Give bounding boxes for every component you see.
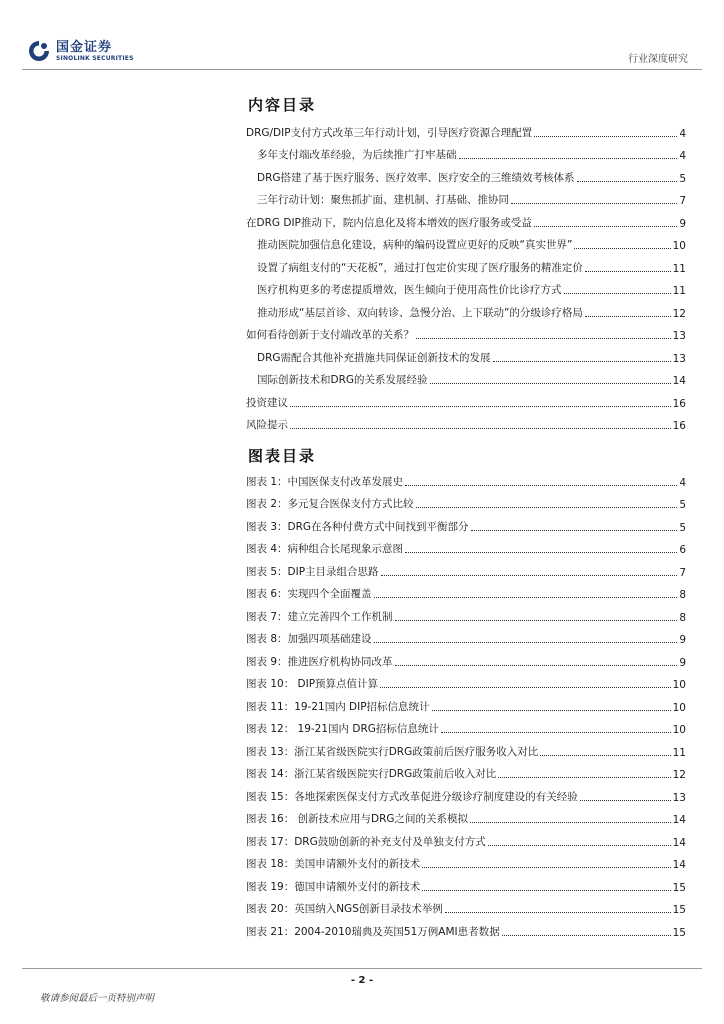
- dot-leader: [502, 935, 671, 936]
- figure-entry[interactable]: [246, 736, 686, 759]
- dot-leader: [470, 822, 671, 823]
- toc-entry-label: 推动形成“基层首诊、双向转诊、急慢分治、上下联动”的分级诊疗格局: [257, 306, 583, 319]
- figure-entry[interactable]: [246, 669, 686, 692]
- toc-entry[interactable]: [246, 342, 686, 365]
- toc-entry[interactable]: [246, 320, 686, 343]
- toc-entry-label: 在DRG DIP推动下，院内信息化及将本增效的医疗服务或受益: [246, 216, 532, 229]
- toc-entry-label: 如何看待创新于支付端改革的关系？: [246, 329, 414, 341]
- figure-entry-label: 图表 7：建立完善四个工作机制: [246, 610, 393, 623]
- figure-entry-page: 6: [679, 544, 686, 556]
- toc-entry-label: 多年支付端改革经验，为后续推广打牢基础: [257, 149, 457, 161]
- figure-entry-label: 图表 21：2004-2010瑞典及英国51万例AMI患者数据: [246, 925, 500, 938]
- toc-entry[interactable]: [246, 230, 686, 253]
- sinolink-logo-icon: [28, 40, 50, 62]
- logo-english-name: SINOLINK SECURITIES: [56, 54, 134, 62]
- dot-leader: [380, 687, 671, 688]
- figure-entry-label: 图表 19：德国申请额外支付的新技术: [246, 880, 421, 893]
- figure-entry[interactable]: [246, 759, 686, 782]
- toc-entry-label: 风险提示: [246, 419, 288, 431]
- report-type-label: 行业深度研究: [628, 54, 688, 65]
- toc-entry-label: 国际创新技术和DRG的关系发展经验: [257, 374, 428, 386]
- toc-entry[interactable]: [246, 207, 686, 230]
- figure-entry[interactable]: [246, 691, 686, 714]
- figure-entry[interactable]: [246, 916, 686, 939]
- figure-entry[interactable]: [246, 781, 686, 804]
- toc-entry[interactable]: [246, 275, 686, 298]
- figure-entry-page: 12: [672, 769, 686, 781]
- dot-leader: [493, 361, 671, 362]
- figure-entry-page: 5: [679, 499, 686, 511]
- figure-entry-label: 图表 1：中国医保支付改革发展史: [246, 475, 404, 488]
- toc-entry[interactable]: [246, 252, 686, 275]
- figure-entry-page: 14: [672, 814, 686, 826]
- figure-entry-page: 15: [672, 926, 686, 939]
- figure-entry-label: 图表 14：浙江某省级医院实行DRG政策前后收入对比: [246, 768, 497, 780]
- dot-leader: [471, 530, 678, 531]
- figure-entry-page: 7: [679, 566, 686, 579]
- figure-entry-page: 5: [679, 521, 686, 534]
- toc-entry-label: DRG搭建了基于医疗服务、医疗效率、医疗安全的三维绩效考核体系: [257, 171, 575, 184]
- figure-entry-label: 图表 18：美国申请额外支付的新技术: [246, 858, 421, 870]
- toc-entry[interactable]: [246, 162, 686, 185]
- figure-entry[interactable]: [246, 714, 686, 737]
- toc-entry[interactable]: [246, 410, 686, 433]
- dot-leader: [432, 710, 671, 711]
- figures-title: 图表目录: [248, 447, 317, 465]
- figure-entry[interactable]: [246, 624, 686, 647]
- toc-entry-label: 设置了病组支付的“天花板”，通过打包定价实现了医疗服务的精准定价: [257, 261, 583, 274]
- dot-leader: [445, 912, 671, 913]
- dot-leader: [374, 642, 678, 643]
- toc-entry-label: DRG/DIP支付方式改革三年行动计划，引导医疗资源合理配置: [246, 126, 533, 139]
- dot-leader: [441, 732, 671, 733]
- figure-entry[interactable]: [246, 804, 686, 827]
- figure-entry-page: 15: [672, 881, 686, 894]
- figure-entry-page: 4: [679, 476, 686, 489]
- figure-entry-page: 9: [679, 634, 686, 646]
- toc-entry-page: 4: [679, 127, 686, 140]
- dot-leader: [488, 845, 671, 846]
- figure-entry-label: 图表 6：实现四个全面覆盖: [246, 588, 372, 600]
- toc-entry[interactable]: [246, 387, 686, 410]
- dot-leader: [498, 777, 670, 778]
- figure-entry[interactable]: [246, 871, 686, 894]
- dot-leader: [511, 203, 677, 204]
- company-logo: [28, 40, 134, 62]
- toc-entry-label: 推动医院加强信息化建设，病种的编码设置应更好的反映“真实世界”: [257, 239, 573, 251]
- figure-entry[interactable]: [246, 849, 686, 872]
- toc-entry-page: 5: [679, 172, 686, 185]
- figure-entry-page: 10: [672, 701, 686, 714]
- disclaimer-note: 敬请参阅最后一页特别声明: [40, 993, 155, 1004]
- header-divider: [22, 69, 702, 70]
- figure-entry-page: 9: [679, 656, 686, 669]
- dot-leader: [395, 620, 678, 621]
- figures-list: [246, 466, 686, 939]
- figure-entry-label: 图表 3：DRG在各种付费方式中间找到平衡部分: [246, 520, 469, 533]
- figure-entry[interactable]: [246, 894, 686, 917]
- dot-leader: [405, 552, 677, 553]
- toc-entry-page: 12: [672, 307, 686, 320]
- toc-entry[interactable]: [246, 297, 686, 320]
- toc-title: 内容目录: [248, 96, 317, 114]
- figure-entry-label: 图表 9：推进医疗机构协同改革: [246, 655, 393, 668]
- figure-entry[interactable]: [246, 489, 686, 512]
- figure-entry-page: 14: [672, 836, 686, 849]
- toc-entry-page: 16: [672, 397, 686, 410]
- figure-entry-label: 图表 13：浙江某省级医院实行DRG政策前后医疗服务收入对比: [246, 745, 539, 758]
- dot-leader: [580, 800, 671, 801]
- toc-entry-page: 13: [672, 352, 686, 365]
- toc-entry-page: 7: [679, 195, 686, 207]
- toc-entry[interactable]: [246, 140, 686, 163]
- dot-leader: [534, 136, 677, 137]
- dot-leader: [585, 316, 671, 317]
- figure-entry[interactable]: [246, 826, 686, 849]
- figure-entry-label: 图表 15：各地探索医保支付方式改革促进分级诊疗制度建设的有关经验: [246, 790, 578, 803]
- toc-entry-label: 三年行动计划：聚焦抓扩面、建机制、打基础、推协同: [257, 194, 509, 206]
- figure-entry-label: 图表 20：英国纳入NGS创新目录技术举例: [246, 903, 443, 915]
- footer-divider: [22, 968, 702, 969]
- dot-leader: [290, 428, 671, 429]
- toc-entry-page: 16: [672, 420, 686, 432]
- page-number: - 2 -: [350, 975, 374, 986]
- toc-entry[interactable]: [246, 117, 686, 140]
- dot-leader: [290, 406, 671, 407]
- page-header: [0, 0, 724, 70]
- figure-entry-page: 11: [672, 746, 686, 759]
- dot-leader: [395, 665, 678, 666]
- toc-entry[interactable]: [246, 365, 686, 388]
- figure-entry-label: 图表 16： 创新技术应用与DRG之间的关系模拟: [246, 813, 469, 825]
- figure-entry-label: 图表 4：病种组合长尾现象示意图: [246, 543, 404, 555]
- dot-leader: [374, 597, 678, 598]
- figure-entry-label: 图表 17：DRG鼓励创新的补充支付及单独支付方式: [246, 835, 486, 848]
- toc-entry-label: DRG需配合其他补充措施共同保证创新技术的发展: [257, 351, 491, 364]
- dot-leader: [585, 271, 671, 272]
- dot-leader: [422, 867, 670, 868]
- figure-entry-label: 图表 12： 19-21国内 DRG招标信息统计: [246, 723, 439, 735]
- dot-leader: [577, 181, 678, 182]
- toc-entry-page: 4: [679, 150, 686, 162]
- toc-entry-page: 11: [672, 285, 686, 297]
- toc-entry[interactable]: [246, 185, 686, 208]
- figure-entry-label: 图表 10： DIP预算点值计算: [246, 678, 379, 690]
- figure-entry-page: 8: [679, 611, 686, 624]
- figure-entry-label: 图表 8：加强四项基础建设: [246, 633, 372, 645]
- toc-entry-page: 11: [672, 262, 686, 275]
- dot-leader: [574, 248, 670, 249]
- figure-entry-page: 14: [672, 859, 686, 871]
- toc-entry-page: 14: [672, 375, 686, 387]
- toc-entry-page: 10: [672, 240, 686, 252]
- logo-chinese-name: 国金证券: [56, 39, 113, 55]
- figure-entry[interactable]: [246, 466, 686, 489]
- figure-entry-label: 图表 5：DIP主目录组合思路: [246, 565, 379, 578]
- dot-leader: [381, 575, 678, 576]
- dot-leader: [540, 755, 670, 756]
- figure-entry-label: 图表 2：多元复合医保支付方式比较: [246, 498, 414, 510]
- figure-entry[interactable]: [246, 556, 686, 579]
- dot-leader: [416, 338, 671, 339]
- dot-leader: [405, 485, 677, 486]
- figure-entry-page: 13: [672, 791, 686, 804]
- toc-entry-page: 9: [679, 217, 686, 230]
- dot-leader: [416, 507, 678, 508]
- dot-leader: [534, 226, 677, 227]
- dot-leader: [422, 890, 670, 891]
- figure-entry[interactable]: [246, 534, 686, 557]
- dot-leader: [459, 158, 678, 159]
- figure-entry-page: 10: [672, 679, 686, 691]
- figure-entry-page: 15: [672, 904, 686, 916]
- figure-entry[interactable]: [246, 601, 686, 624]
- toc-list: [246, 117, 686, 432]
- figure-entry-label: 图表 11：19-21国内 DIP招标信息统计: [246, 700, 430, 713]
- figure-entry[interactable]: [246, 511, 686, 534]
- toc-entry-label: 投资建议: [246, 396, 288, 409]
- figure-entry[interactable]: [246, 579, 686, 602]
- figure-entry-page: 10: [672, 724, 686, 736]
- toc-entry-label: 医疗机构更多的考虑提质增效，医生倾向于使用高性价比诊疗方式: [257, 284, 562, 296]
- figure-entry-page: 8: [679, 589, 686, 601]
- dot-leader: [430, 383, 671, 384]
- figure-entry[interactable]: [246, 646, 686, 669]
- toc-entry-page: 13: [672, 330, 686, 342]
- dot-leader: [564, 293, 671, 294]
